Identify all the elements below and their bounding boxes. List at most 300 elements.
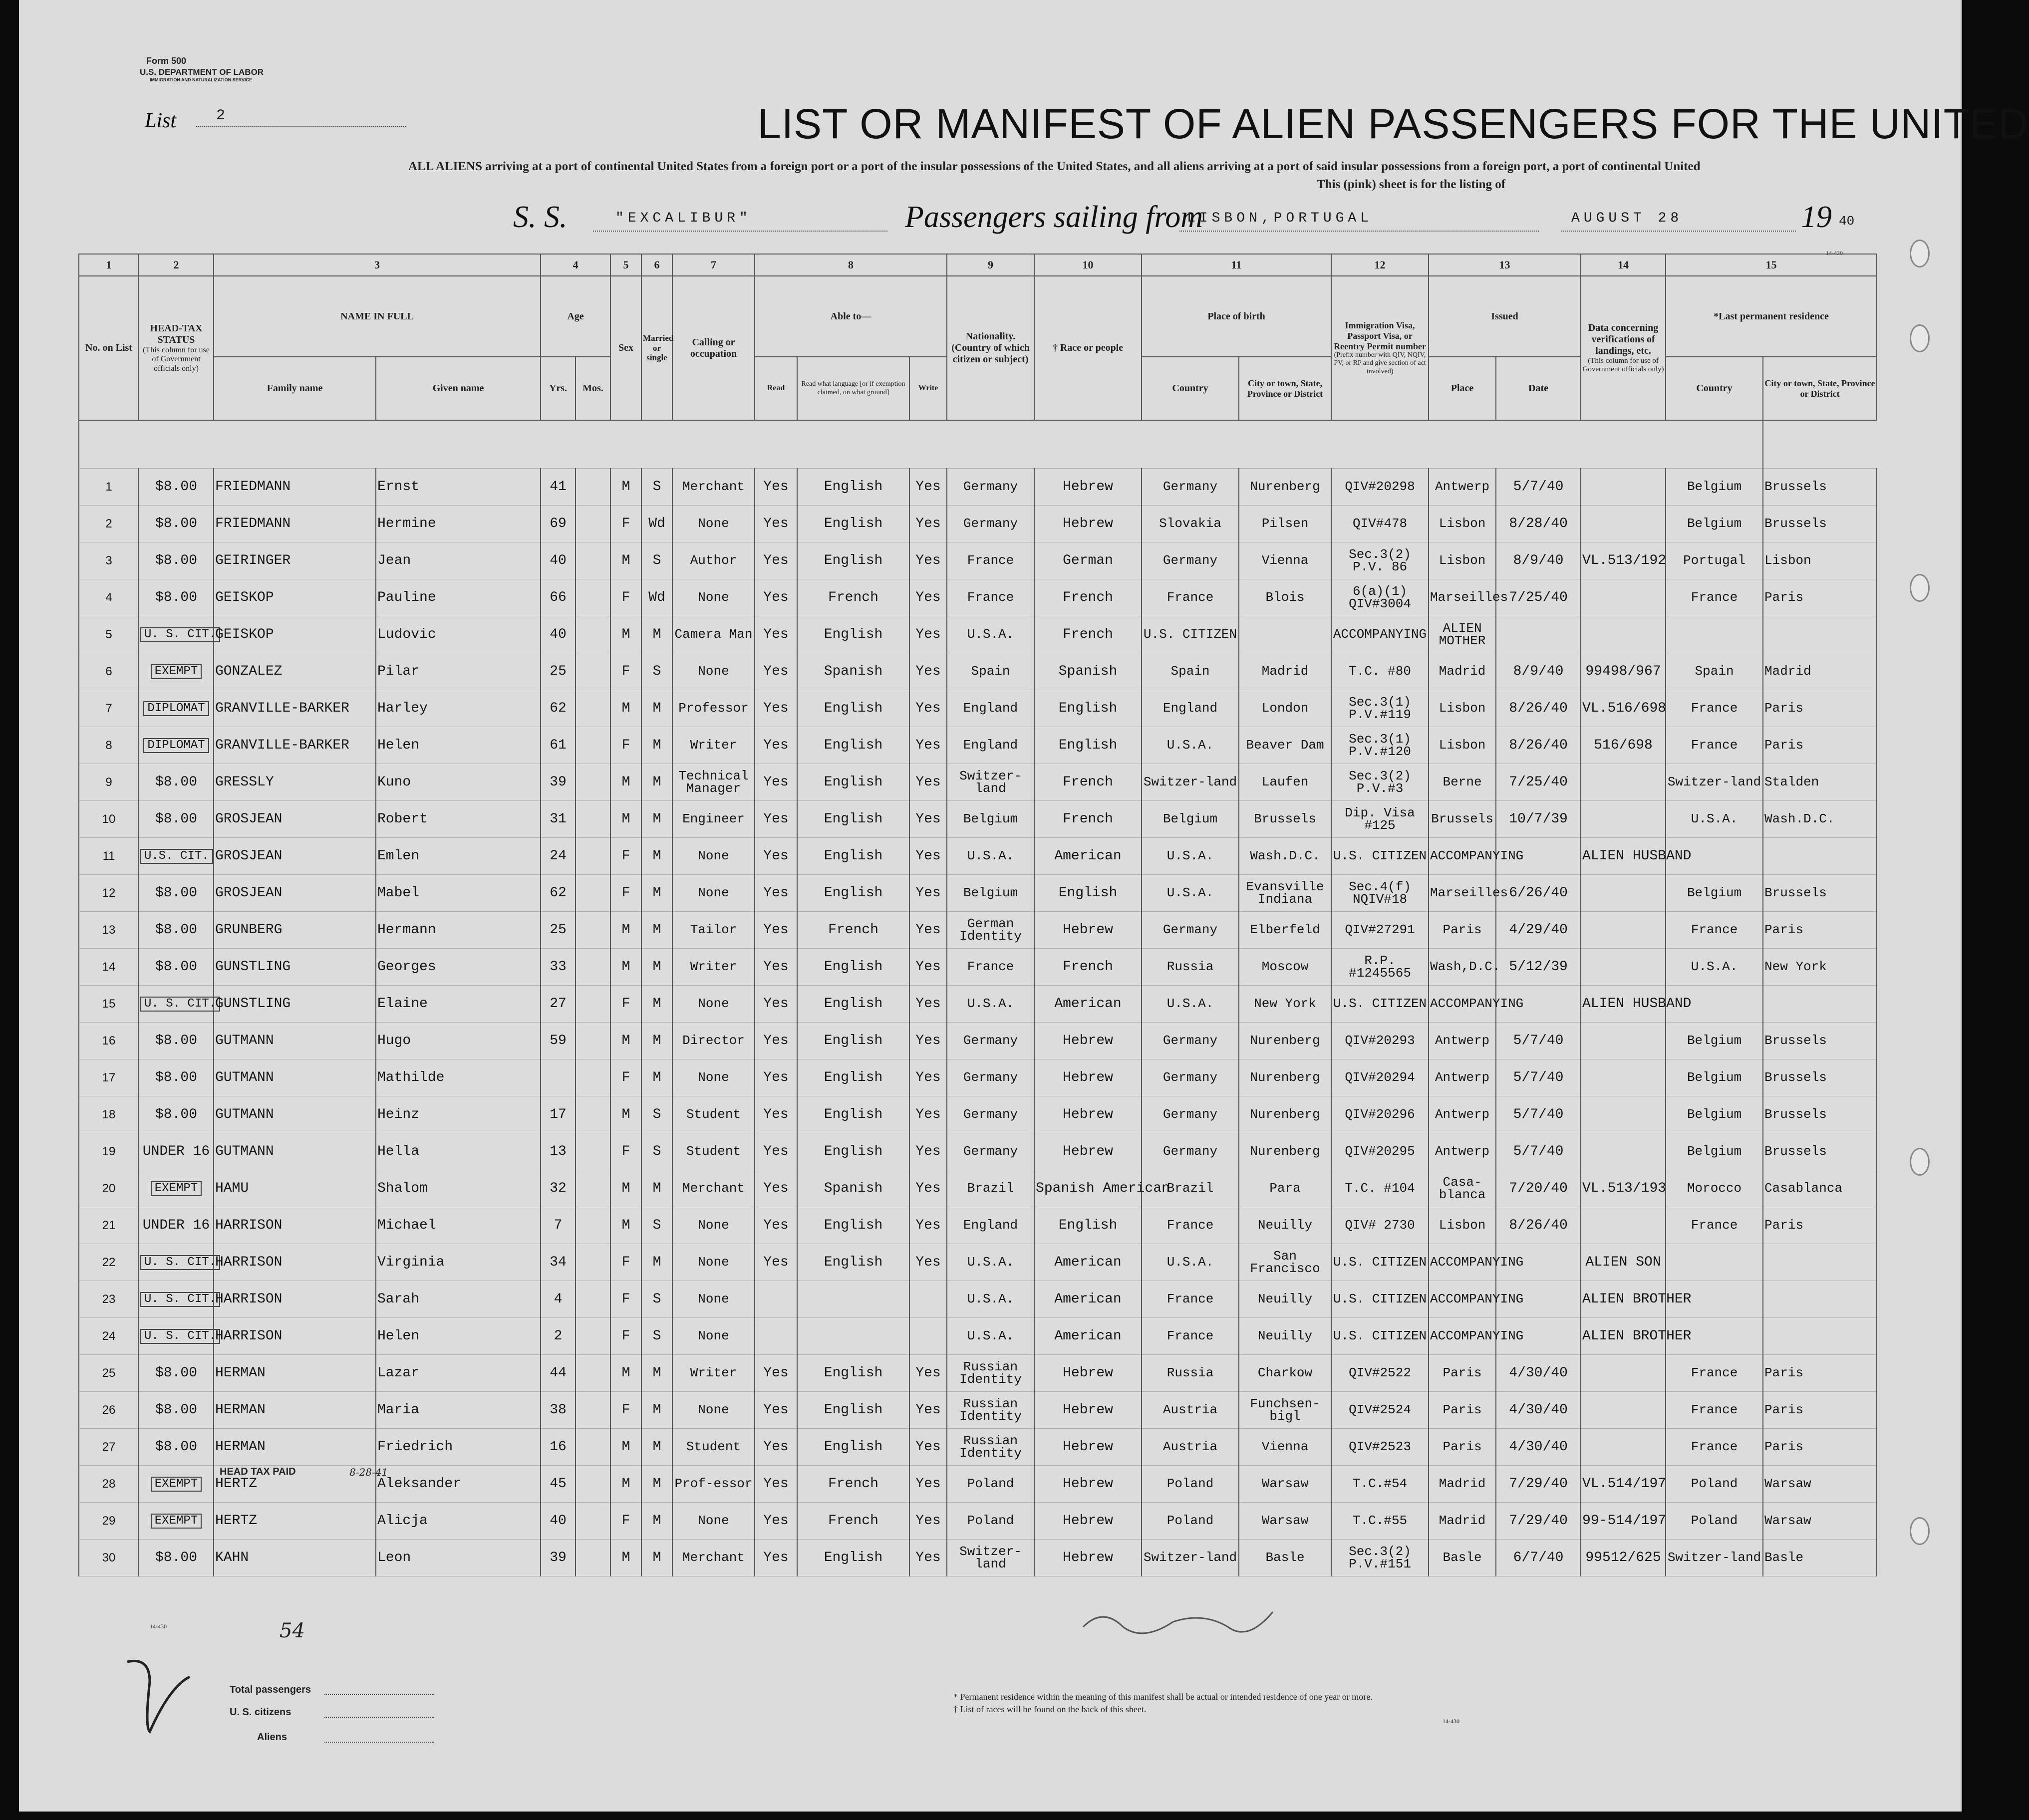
cell-race: French bbox=[1034, 579, 1142, 616]
cell-sex: F bbox=[610, 579, 641, 616]
cell-read: Yes bbox=[755, 506, 797, 542]
header-residence: *Last permanent residence bbox=[1666, 276, 1877, 357]
cell-bcountry: France bbox=[1142, 579, 1239, 616]
cell-read: Yes bbox=[755, 1355, 797, 1392]
verification-title: Data concerning verifications of landings, etc. bbox=[1588, 322, 1659, 356]
cell-read: Yes bbox=[755, 542, 797, 579]
cell-no: 23 bbox=[79, 1281, 139, 1318]
cell-write: Yes bbox=[909, 469, 947, 506]
cell-occ: None bbox=[672, 986, 755, 1023]
cell-yrs: 39 bbox=[541, 764, 576, 801]
cell-visa: Sec.3(2) P.V.#3 bbox=[1331, 764, 1429, 801]
form-code-bottom: 14-430 bbox=[150, 1623, 167, 1630]
cell-nat: Belgium bbox=[947, 801, 1034, 838]
cell-bcountry: Spain bbox=[1142, 653, 1239, 690]
cell-read: Yes bbox=[755, 1023, 797, 1059]
head-tax-stamp: EXEMPT bbox=[151, 1477, 202, 1492]
cell-lang: English bbox=[797, 1096, 909, 1133]
cell-occ: Student bbox=[672, 1133, 755, 1170]
cell-given: Pilar bbox=[376, 653, 541, 690]
cell-ms: M bbox=[641, 986, 672, 1023]
cell-family: GRUNBERG bbox=[214, 912, 376, 949]
cell-idate: 8/9/40 bbox=[1496, 653, 1581, 690]
cell-family: FRIEDMANN bbox=[214, 506, 376, 542]
cell-nat: Brazil bbox=[947, 1170, 1034, 1207]
cell-write: Yes bbox=[909, 1392, 947, 1429]
col-number: 6 bbox=[641, 254, 672, 276]
cell-race: American bbox=[1034, 838, 1142, 875]
cell-family: FRIEDMANN bbox=[214, 469, 376, 506]
cell-read: Yes bbox=[755, 1503, 797, 1540]
cell-no: 3 bbox=[79, 542, 139, 579]
col-number: 12 bbox=[1331, 254, 1429, 276]
cell-sex: M bbox=[610, 1540, 641, 1576]
cell-ms: S bbox=[641, 1207, 672, 1244]
cell-lang: English bbox=[797, 1244, 909, 1281]
cell-tax: $8.00 bbox=[139, 506, 214, 542]
header-issued-date: Date bbox=[1496, 357, 1581, 420]
col-number: 14 bbox=[1581, 254, 1666, 276]
cell-bcountry: France bbox=[1142, 1318, 1239, 1355]
cell-bcity: New York bbox=[1239, 986, 1331, 1023]
cell-rcountry: France bbox=[1666, 1355, 1763, 1392]
head-tax-paid-stamp: HEAD TAX PAID bbox=[220, 1466, 296, 1477]
cell-race: Hebrew bbox=[1034, 1059, 1142, 1096]
cell-iplace: Lisbon bbox=[1429, 727, 1496, 764]
cell-family: GRANVILLE-BARKER bbox=[214, 690, 376, 727]
cell-family: HARRISON bbox=[214, 1281, 376, 1318]
cell-iplace: Paris bbox=[1429, 1355, 1496, 1392]
cell-rcity: Madrid bbox=[1763, 653, 1877, 690]
handwritten-mark bbox=[127, 1661, 190, 1732]
cell-yrs: 39 bbox=[541, 1540, 576, 1576]
cell-given: Friedrich bbox=[376, 1429, 541, 1466]
cell-ms: M bbox=[641, 949, 672, 986]
cell-bcountry: France bbox=[1142, 1281, 1239, 1318]
cell-bcity: Vienna bbox=[1239, 1429, 1331, 1466]
cell-read: Yes bbox=[755, 1392, 797, 1429]
cell-nat: U.S.A. bbox=[947, 1244, 1034, 1281]
cell-verif: VL.513/192 bbox=[1581, 542, 1666, 579]
cell-no: 12 bbox=[79, 875, 139, 912]
cell-lang: English bbox=[797, 469, 909, 506]
cell-rcountry: Belgium bbox=[1666, 875, 1763, 912]
header-issued-place: Place bbox=[1429, 357, 1496, 420]
cell-read: Yes bbox=[755, 469, 797, 506]
cell-rcountry: Belgium bbox=[1666, 1023, 1763, 1059]
cell-iplace: Madrid bbox=[1429, 1503, 1496, 1540]
cell-iplace: Paris bbox=[1429, 912, 1496, 949]
cell-ms: S bbox=[641, 1318, 672, 1355]
cell-read: Yes bbox=[755, 1207, 797, 1244]
cell-iplace: ACCOMPANYING bbox=[1429, 838, 1496, 875]
cell-iplace: Antwerp bbox=[1429, 1059, 1496, 1096]
cell-ms: M bbox=[641, 1170, 672, 1207]
cell-ms: S bbox=[641, 1096, 672, 1133]
subtitle-line-2: This (pink) sheet is for the listing of bbox=[1317, 178, 1506, 191]
cell-idate: 6/7/40 bbox=[1496, 1540, 1581, 1576]
cell-lang: English bbox=[797, 875, 909, 912]
cell-nat: German Identity bbox=[947, 912, 1034, 949]
cell-iplace: Madrid bbox=[1429, 653, 1496, 690]
cell-occ: Author bbox=[672, 542, 755, 579]
cell-bcountry: Russia bbox=[1142, 1355, 1239, 1392]
cell-yrs: 32 bbox=[541, 1170, 576, 1207]
cell-visa: Sec.3(2) P.V.#151 bbox=[1331, 1540, 1429, 1576]
header-mos: Mos. bbox=[576, 357, 610, 420]
cell-lang: Spanish bbox=[797, 1170, 909, 1207]
head-tax-stamp: EXEMPT bbox=[151, 1181, 202, 1196]
cell-rcountry: Switzer-land bbox=[1666, 1540, 1763, 1576]
cell-verif: VL.514/197 bbox=[1581, 1466, 1666, 1503]
cell-nat: Switzer-land bbox=[947, 1540, 1034, 1576]
col-number: 15 bbox=[1666, 254, 1877, 276]
header-age: Age bbox=[541, 276, 610, 357]
cell-visa: U.S. CITIZEN bbox=[1331, 986, 1429, 1023]
cell-occ: Merchant bbox=[672, 469, 755, 506]
cell-visa: QIV#27291 bbox=[1331, 912, 1429, 949]
cell-race: Hebrew bbox=[1034, 506, 1142, 542]
cell-iplace: Antwerp bbox=[1429, 1096, 1496, 1133]
cell-sex: M bbox=[610, 764, 641, 801]
cell-bcountry: U.S.A. bbox=[1142, 1244, 1239, 1281]
cell-rcountry: U.S.A. bbox=[1666, 949, 1763, 986]
cell-rcountry: France bbox=[1666, 579, 1763, 616]
cell-family: HARRISON bbox=[214, 1318, 376, 1355]
cell-visa: T.C.#55 bbox=[1331, 1503, 1429, 1540]
cell-iplace: Brussels bbox=[1429, 801, 1496, 838]
cell-sex: M bbox=[610, 1355, 641, 1392]
cell-read: Yes bbox=[755, 579, 797, 616]
year-suffix: 40 bbox=[1839, 214, 1855, 229]
cell-visa: T.C. #104 bbox=[1331, 1170, 1429, 1207]
cell-lang: English bbox=[797, 506, 909, 542]
header-read: Read bbox=[755, 357, 797, 420]
header-given-name: Given name bbox=[376, 357, 541, 420]
cell-tax: $8.00 bbox=[139, 912, 214, 949]
head-tax-stamp: U.S. CIT. bbox=[140, 849, 213, 864]
cell-write: Yes bbox=[909, 506, 947, 542]
cell-lang: English bbox=[797, 727, 909, 764]
cell-bcity: Beaver Dam bbox=[1239, 727, 1331, 764]
cell-sex: F bbox=[610, 875, 641, 912]
cell-yrs: 62 bbox=[541, 875, 576, 912]
cell-tax: $8.00 bbox=[139, 949, 214, 986]
cell-rcountry: France bbox=[1666, 727, 1763, 764]
footnote-races: † List of races will be found on the back of this sheet. bbox=[953, 1704, 1147, 1714]
cell-idate: 5/7/40 bbox=[1496, 1059, 1581, 1096]
cell-iplace: Paris bbox=[1429, 1392, 1496, 1429]
cell-idate: 5/7/40 bbox=[1496, 1023, 1581, 1059]
cell-nat: Germany bbox=[947, 1023, 1034, 1059]
cell-sex: F bbox=[610, 838, 641, 875]
cell-nat: U.S.A. bbox=[947, 986, 1034, 1023]
cell-given: Helen bbox=[376, 1318, 541, 1355]
header-calling: Calling or occupation bbox=[672, 276, 755, 420]
cell-race: Spanish American bbox=[1034, 1170, 1142, 1207]
cell-no: 25 bbox=[79, 1355, 139, 1392]
cell-idate: 5/7/40 bbox=[1496, 1096, 1581, 1133]
cell-yrs: 4 bbox=[541, 1281, 576, 1318]
footnote-residence: * Permanent residence within the meaning of this manifest shall be actual or intended residence of one year or more. bbox=[953, 1692, 1373, 1702]
cell-bcity: Nurenberg bbox=[1239, 1096, 1331, 1133]
cell-write: Yes bbox=[909, 1540, 947, 1576]
cell-visa: Sec.4(f) NQIV#18 bbox=[1331, 875, 1429, 912]
cell-race: English bbox=[1034, 727, 1142, 764]
cell-verif: 99512/625 bbox=[1581, 1540, 1666, 1576]
cell-race: American bbox=[1034, 1318, 1142, 1355]
cell-visa: QIV#20294 bbox=[1331, 1059, 1429, 1096]
cell-read: Yes bbox=[755, 801, 797, 838]
cell-sex: F bbox=[610, 1059, 641, 1096]
cell-yrs: 62 bbox=[541, 690, 576, 727]
cell-bcity: Nurenberg bbox=[1239, 1059, 1331, 1096]
cell-yrs: 13 bbox=[541, 1133, 576, 1170]
cell-iplace: ACCOMPANYING bbox=[1429, 986, 1496, 1023]
header-residence-country: Country bbox=[1666, 357, 1763, 420]
cell-bcity: Blois bbox=[1239, 579, 1331, 616]
cell-occ: Writer bbox=[672, 949, 755, 986]
cell-bcity: Neuilly bbox=[1239, 1281, 1331, 1318]
header-yrs: Yrs. bbox=[541, 357, 576, 420]
cell-given: Shalom bbox=[376, 1170, 541, 1207]
cell-idate: 8/9/40 bbox=[1496, 542, 1581, 579]
cell-read: Yes bbox=[755, 1059, 797, 1096]
cell-ms: S bbox=[641, 1281, 672, 1318]
cell-bcity: San Francisco bbox=[1239, 1244, 1331, 1281]
cell-family: GUTMANN bbox=[214, 1133, 376, 1170]
cell-lang: English bbox=[797, 616, 909, 653]
cell-given: Leon bbox=[376, 1540, 541, 1576]
cell-yrs: 17 bbox=[541, 1096, 576, 1133]
cell-bcity: Warsaw bbox=[1239, 1503, 1331, 1540]
cell-lang: English bbox=[797, 1023, 909, 1059]
cell-given: Hermine bbox=[376, 506, 541, 542]
cell-occ: Writer bbox=[672, 1355, 755, 1392]
cell-read: Yes bbox=[755, 875, 797, 912]
head-tax-stamp: DIPLOMAT bbox=[143, 701, 209, 716]
cell-no: 27 bbox=[79, 1429, 139, 1466]
cell-no: 28 bbox=[79, 1466, 139, 1503]
cell-rcity: New York bbox=[1763, 949, 1877, 986]
cell-yrs: 38 bbox=[541, 1392, 576, 1429]
cell-yrs: 25 bbox=[541, 653, 576, 690]
cell-rcountry: Poland bbox=[1666, 1466, 1763, 1503]
cell-write: Yes bbox=[909, 653, 947, 690]
cell-yrs: 2 bbox=[541, 1318, 576, 1355]
cell-bcountry: Austria bbox=[1142, 1429, 1239, 1466]
cell-tax: $8.00 bbox=[139, 1429, 214, 1466]
cell-iplace: Marseilles bbox=[1429, 875, 1496, 912]
cell-sex: F bbox=[610, 1281, 641, 1318]
visa-title: Immigration Visa, Passport Visa, or Reentry Permit number bbox=[1334, 320, 1427, 351]
head-tax-stamp: U. S. CIT. bbox=[140, 1292, 220, 1307]
cell-idate: 6/26/40 bbox=[1496, 875, 1581, 912]
cell-no: 30 bbox=[79, 1540, 139, 1576]
cell-rcity: Brussels bbox=[1763, 469, 1877, 506]
cell-bcountry: Germany bbox=[1142, 469, 1239, 506]
cell-write: Yes bbox=[909, 1059, 947, 1096]
cell-family: KAHN bbox=[214, 1540, 376, 1576]
cell-yrs: 66 bbox=[541, 579, 576, 616]
head-tax-stamp: U. S. CIT. bbox=[140, 627, 220, 642]
cell-lang: English bbox=[797, 764, 909, 801]
list-label: List bbox=[145, 109, 177, 132]
cell-yrs: 33 bbox=[541, 949, 576, 986]
cell-occ: None bbox=[672, 875, 755, 912]
col-number: 5 bbox=[610, 254, 641, 276]
cell-visa: ACCOMPANYING bbox=[1331, 616, 1429, 653]
header-read-language: Read what language [or if exemption claimed, on what ground] bbox=[797, 357, 909, 420]
col-number: 4 bbox=[541, 254, 610, 276]
cell-iplace: Lisbon bbox=[1429, 690, 1496, 727]
cell-sex: M bbox=[610, 1096, 641, 1133]
cell-ms: M bbox=[641, 1059, 672, 1096]
cell-lang: French bbox=[797, 579, 909, 616]
cell-ms: M bbox=[641, 616, 672, 653]
cell-sex: M bbox=[610, 912, 641, 949]
cell-idate: 7/25/40 bbox=[1496, 579, 1581, 616]
cell-rcountry: Switzer-land bbox=[1666, 764, 1763, 801]
cell-rcountry: Poland bbox=[1666, 1503, 1763, 1540]
cell-race: Hebrew bbox=[1034, 1133, 1142, 1170]
cell-iplace: Wash,D.C. bbox=[1429, 949, 1496, 986]
header-able-to: Able to— bbox=[755, 276, 947, 357]
cell-read: Yes bbox=[755, 764, 797, 801]
cell-given: Sarah bbox=[376, 1281, 541, 1318]
cell-lang: English bbox=[797, 838, 909, 875]
cell-bcountry: Switzer-land bbox=[1142, 764, 1239, 801]
cell-occ: None bbox=[672, 579, 755, 616]
cell-read: Yes bbox=[755, 1429, 797, 1466]
cell-visa: QIV#2524 bbox=[1331, 1392, 1429, 1429]
col-number: 8 bbox=[755, 254, 947, 276]
cell-visa: QIV#20295 bbox=[1331, 1133, 1429, 1170]
cell-iplace: Casa-blanca bbox=[1429, 1170, 1496, 1207]
cell-rcity: Paris bbox=[1763, 579, 1877, 616]
cell-no: 16 bbox=[79, 1023, 139, 1059]
cell-visa: Sec.3(1) P.V.#120 bbox=[1331, 727, 1429, 764]
cell-bcity: Basle bbox=[1239, 1540, 1331, 1576]
cell-yrs: 45 bbox=[541, 1466, 576, 1503]
sailing-from: LISBON,PORTUGAL bbox=[1187, 211, 1373, 226]
cell-rcity: Paris bbox=[1763, 912, 1877, 949]
cell-no: 9 bbox=[79, 764, 139, 801]
year-prefix: 19 bbox=[1801, 200, 1832, 234]
aliens-label: Aliens bbox=[257, 1732, 288, 1743]
page-mark: 54 bbox=[280, 1619, 305, 1642]
cell-family: HERTZ bbox=[214, 1466, 376, 1503]
cell-visa: U.S. CITIZEN bbox=[1331, 838, 1429, 875]
cell-visa: QIV#20296 bbox=[1331, 1096, 1429, 1133]
cell-given: Ernst bbox=[376, 469, 541, 506]
cell-family: GEIRINGER bbox=[214, 542, 376, 579]
cell-tax: UNDER 16 bbox=[139, 1133, 214, 1170]
cell-yrs: 44 bbox=[541, 1355, 576, 1392]
cell-bcity: Brussels bbox=[1239, 801, 1331, 838]
cell-given: Mathilde bbox=[376, 1059, 541, 1096]
cell-occ: Merchant bbox=[672, 1540, 755, 1576]
cell-ms: S bbox=[641, 542, 672, 579]
cell-family: GUNSTLING bbox=[214, 986, 376, 1023]
cell-occ: Camera Man bbox=[672, 616, 755, 653]
header-sex: Sex bbox=[610, 276, 641, 420]
cell-sex: M bbox=[610, 1466, 641, 1503]
cell-write: Yes bbox=[909, 1429, 947, 1466]
cell-ms: M bbox=[641, 875, 672, 912]
cell-bcountry: Slovakia bbox=[1142, 506, 1239, 542]
cell-rcity: Warsaw bbox=[1763, 1466, 1877, 1503]
cell-rcity: Brussels bbox=[1763, 506, 1877, 542]
cell-given: Ludovic bbox=[376, 616, 541, 653]
cell-rcity: Paris bbox=[1763, 727, 1877, 764]
cell-idate: 10/7/39 bbox=[1496, 801, 1581, 838]
cell-given: Hermann bbox=[376, 912, 541, 949]
cell-bcountry: U.S.A. bbox=[1142, 986, 1239, 1023]
cell-read: Yes bbox=[755, 1466, 797, 1503]
head-tax-stamp: EXEMPT bbox=[151, 664, 202, 679]
cell-read: Yes bbox=[755, 1540, 797, 1576]
cell-lang: Spanish bbox=[797, 653, 909, 690]
cell-visa: Dip. Visa #125 bbox=[1331, 801, 1429, 838]
cell-given: Virginia bbox=[376, 1244, 541, 1281]
cell-occ: Student bbox=[672, 1429, 755, 1466]
cell-iplace: ALIEN MOTHER bbox=[1429, 616, 1496, 653]
cell-bcountry: Germany bbox=[1142, 1096, 1239, 1133]
cell-rcity: Brussels bbox=[1763, 1133, 1877, 1170]
head-tax-paid-date: 8-28-41 bbox=[349, 1466, 388, 1478]
cell-family: GROSJEAN bbox=[214, 838, 376, 875]
cell-nat: France bbox=[947, 542, 1034, 579]
header-nationality: Nationality. (Country of which citizen or subject) bbox=[947, 276, 1034, 420]
cell-visa: Sec.3(2) P.V. 86 bbox=[1331, 542, 1429, 579]
cell-nat: Germany bbox=[947, 1059, 1034, 1096]
cell-iplace: Berne bbox=[1429, 764, 1496, 801]
cell-idate: 4/30/40 bbox=[1496, 1355, 1581, 1392]
cell-read: Yes bbox=[755, 727, 797, 764]
cell-visa: QIV#20293 bbox=[1331, 1023, 1429, 1059]
cell-race: French bbox=[1034, 764, 1142, 801]
cell-nat: Germany bbox=[947, 1133, 1034, 1170]
cell-race: Hebrew bbox=[1034, 1540, 1142, 1576]
cell-race: American bbox=[1034, 986, 1142, 1023]
cell-yrs: 34 bbox=[541, 1244, 576, 1281]
cell-nat: Switzer-land bbox=[947, 764, 1034, 801]
cell-tax: $8.00 bbox=[139, 542, 214, 579]
cell-write: Yes bbox=[909, 838, 947, 875]
cell-rcountry: Belgium bbox=[1666, 469, 1763, 506]
cell-iplace: Lisbon bbox=[1429, 1207, 1496, 1244]
cell-no: 18 bbox=[79, 1096, 139, 1133]
cell-sex: M bbox=[610, 542, 641, 579]
cell-nat: France bbox=[947, 579, 1034, 616]
department-label: U.S. DEPARTMENT OF LABOR bbox=[140, 67, 264, 77]
cell-no: 20 bbox=[79, 1170, 139, 1207]
header-issued: Issued bbox=[1429, 276, 1581, 357]
cell-race: English bbox=[1034, 875, 1142, 912]
cell-race: French bbox=[1034, 949, 1142, 986]
cell-bcity: Neuilly bbox=[1239, 1318, 1331, 1355]
cell-write: Yes bbox=[909, 1170, 947, 1207]
cell-sex: F bbox=[610, 727, 641, 764]
cell-ms: M bbox=[641, 1466, 672, 1503]
cell-lang: English bbox=[797, 949, 909, 986]
cell-nat: Belgium bbox=[947, 875, 1034, 912]
cell-family: GUNSTLING bbox=[214, 949, 376, 986]
cell-occ: None bbox=[672, 1244, 755, 1281]
cell-verif: ALIEN HUSBAND bbox=[1581, 986, 1666, 1023]
cell-yrs: 69 bbox=[541, 506, 576, 542]
